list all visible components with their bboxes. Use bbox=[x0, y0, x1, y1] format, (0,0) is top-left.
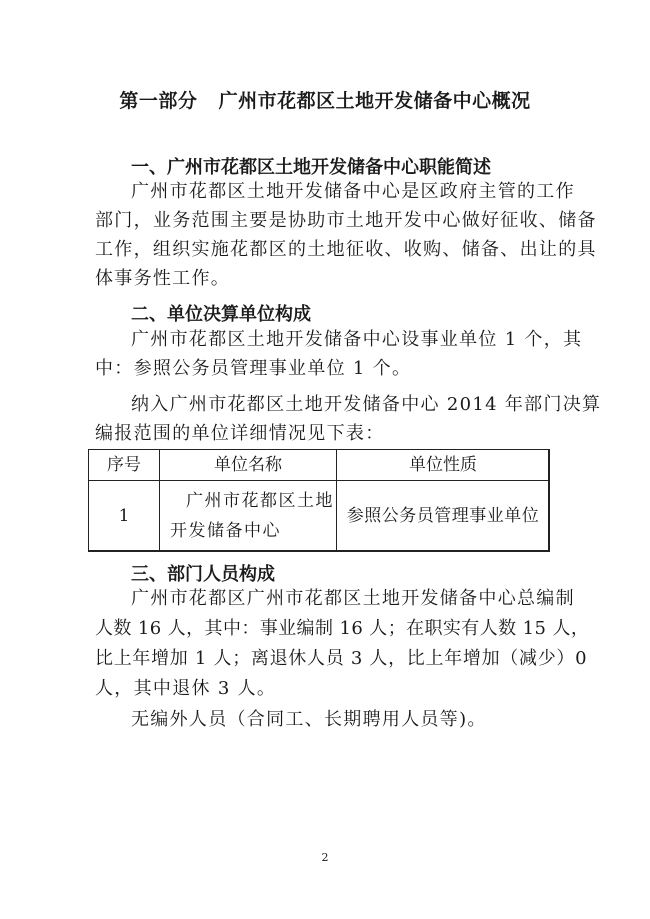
table-cell-name bbox=[159, 480, 337, 552]
table-cell-index: 1 bbox=[88, 480, 160, 552]
table-cell-nature: 参照公务员管理事业单位 bbox=[336, 480, 550, 552]
section-3-paragraph-line: 人，其中退休 3 人。 bbox=[95, 678, 277, 699]
unit-table bbox=[88, 449, 549, 551]
section-2-paragraph-line: 纳入广州市花都区土地开发储备中心 2014 年部门决算 bbox=[131, 394, 602, 415]
section-heading-1: 一、广州市花都区土地开发储备中心职能简述 bbox=[131, 157, 491, 178]
section-2-paragraph-line: 编报范围的单位详细情况见下表： bbox=[95, 423, 385, 444]
table-header-index: 序号 bbox=[88, 449, 160, 481]
section-2-paragraph-line: 中：参照公务员管理事业单位 1 个。 bbox=[95, 358, 412, 379]
section-1-paragraph-line: 部门，业务范围主要是协助市土地开发中心做好征收、储备 bbox=[95, 210, 597, 231]
page-title: 第一部分 广州市花都区土地开发储备中心概况 bbox=[119, 90, 531, 112]
section-heading-3: 三、部门人员构成 bbox=[131, 564, 275, 585]
table-cell-name-line: 广州市花都区土地 bbox=[186, 491, 334, 511]
page-number: 2 bbox=[321, 851, 329, 864]
section-3-paragraph-line: 比上年增加 1 人；离退休人员 3 人，比上年增加（减少）0 bbox=[95, 648, 588, 669]
section-1-paragraph-line: 体事务性工作。 bbox=[95, 268, 231, 289]
table-header-nature: 单位性质 bbox=[336, 449, 550, 481]
section-heading-2: 二、单位决算单位构成 bbox=[131, 304, 311, 325]
section-3-paragraph-line: 人数 16 人，其中：事业编制 16 人；在职实有人数 15 人， bbox=[95, 618, 590, 639]
section-3-paragraph-line: 无编外人员（合同工、长期聘用人员等)。 bbox=[131, 709, 487, 730]
section-3-paragraph-line: 广州市花都区广州市花都区土地开发储备中心总编制 bbox=[131, 588, 575, 609]
section-2-paragraph-line: 广州市花都区土地开发储备中心设事业单位 1 个，其 bbox=[131, 329, 583, 350]
table-cell-name-line: 开发储备中心 bbox=[170, 521, 281, 541]
table-header-name: 单位名称 bbox=[159, 449, 337, 481]
section-1-paragraph-line: 工作，组织实施花都区的土地征收、收购、储备、出让的具 bbox=[95, 239, 597, 260]
section-1-paragraph-line: 广州市花都区土地开发储备中心是区政府主管的工作 bbox=[131, 181, 575, 202]
